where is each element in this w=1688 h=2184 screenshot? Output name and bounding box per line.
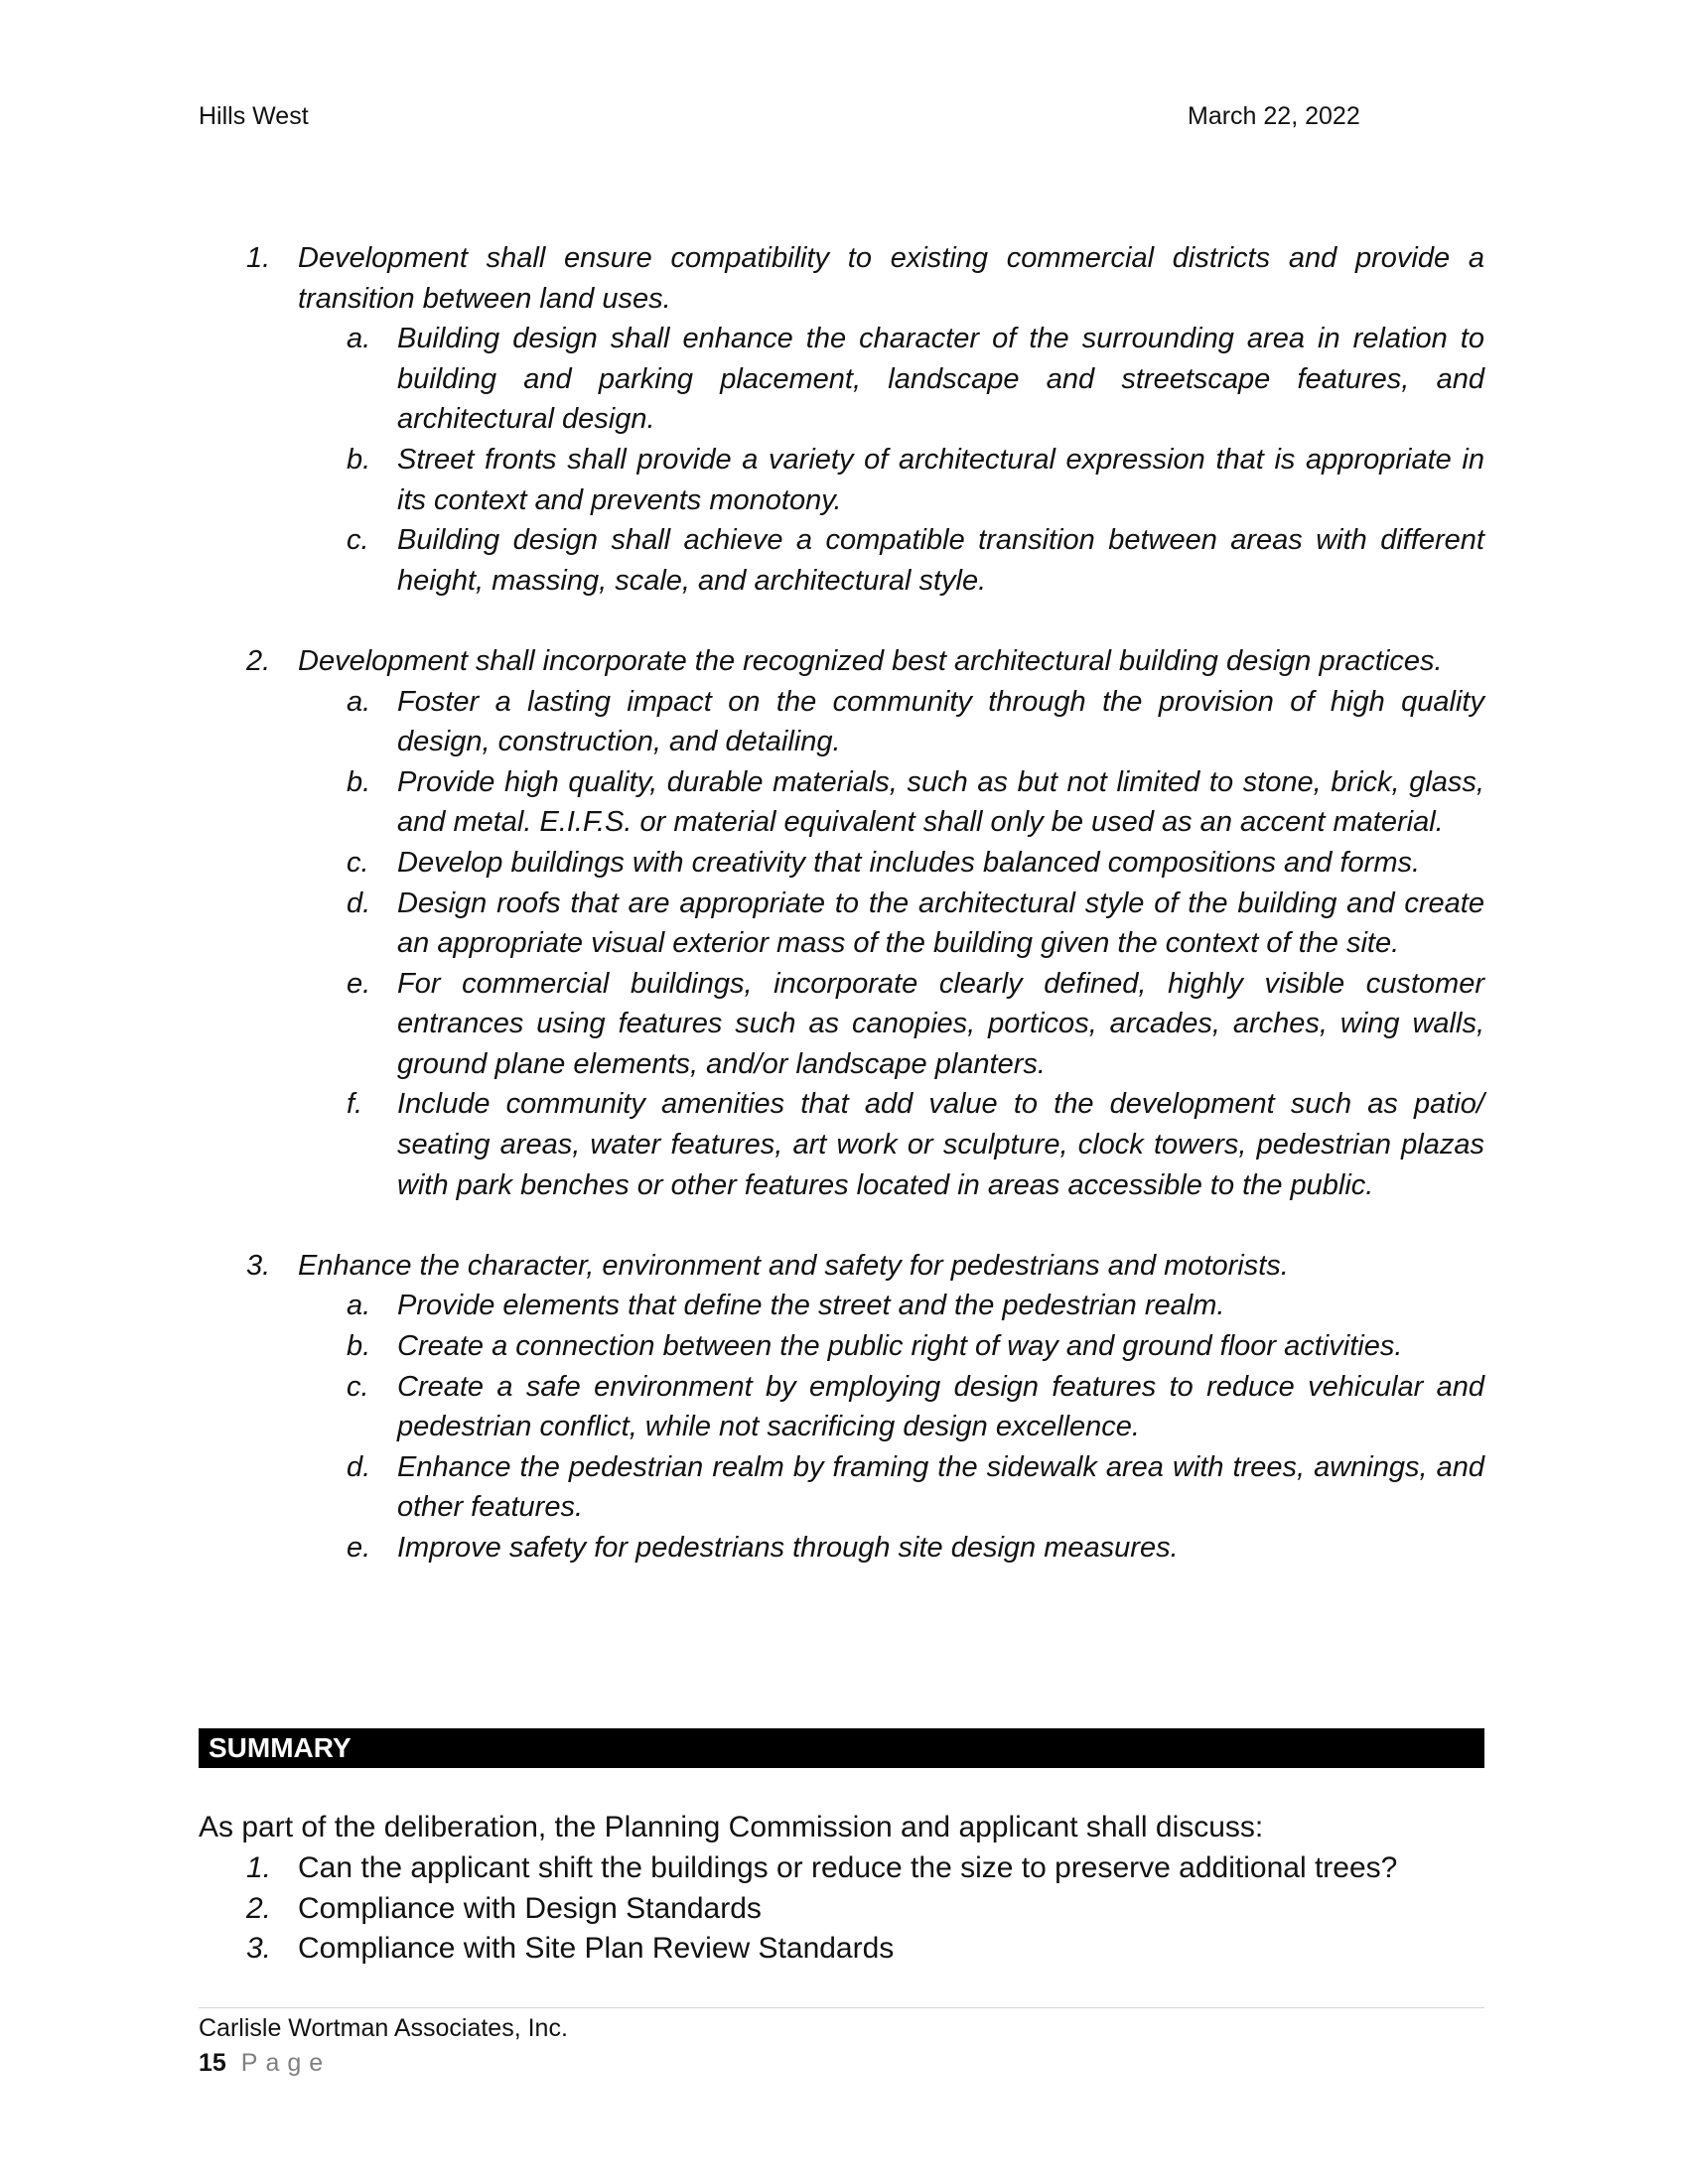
summary-intro: As part of the deliberation, the Planning Commission and applicant shall discuss: xyxy=(199,1811,1264,1843)
summary-item-text: Compliance with Site Plan Review Standards xyxy=(298,1932,895,1966)
goal-subitem xyxy=(298,964,1484,1085)
goal-item xyxy=(199,238,1484,601)
subitem-letter: c. xyxy=(347,524,369,557)
subitem-text: Building design shall enhance the character of the surrounding area in relation to building and parking placement, landscape and streetscape features, and architectural design. xyxy=(397,323,1484,436)
goal-text: Enhance the character, environment and safety for pedestrians and motorists. xyxy=(298,1249,1289,1282)
subitem-letter: d. xyxy=(347,1450,371,1483)
summary-item-text: Can the applicant shift the buildings or reduce the size to preserve additional trees? xyxy=(298,1851,1398,1884)
subitem-text: Create a connection between the public right of way and ground floor activities. xyxy=(397,1330,1403,1363)
subitem-text: Foster a lasting impact on the community through the provision of high quality design, construction, and detailing. xyxy=(397,685,1484,758)
summary-item-text: Compliance with Design Standards xyxy=(298,1891,762,1925)
subitem-text: Street fronts shall provide a variety of architectural expression that is appropriate in its context and prevents monotony. xyxy=(397,443,1484,516)
summary-item xyxy=(199,1889,1484,1930)
footer-page-label xyxy=(199,2049,331,2078)
summary-item-number: 2. xyxy=(246,1891,272,1925)
header-date: March 22, 2022 xyxy=(1188,102,1360,130)
header-project-name: Hills West xyxy=(199,102,309,130)
goal-number: 2. xyxy=(246,644,271,677)
subitem-letter: c. xyxy=(347,846,369,879)
goal-subitem xyxy=(298,1326,1484,1367)
goal-subitem xyxy=(298,1528,1484,1569)
summary-item-number: 3. xyxy=(246,1932,272,1966)
summary-heading: SUMMARY xyxy=(199,1728,1484,1768)
design-goals-list xyxy=(199,238,1484,1608)
goal-item xyxy=(199,641,1484,1205)
subitem-letter: c. xyxy=(347,1370,369,1403)
footer-divider xyxy=(199,2007,1484,2008)
summary-list xyxy=(199,1848,1484,1970)
subitem-letter: e. xyxy=(347,1532,371,1564)
goal-subitem xyxy=(298,1286,1484,1326)
subitem-letter: a. xyxy=(347,1290,371,1322)
subitem-letter: a. xyxy=(347,323,371,355)
subitem-letter: d. xyxy=(347,887,371,919)
subitem-letter: b. xyxy=(347,765,371,798)
goal-subitem xyxy=(298,440,1484,520)
subitem-letter: b. xyxy=(347,443,371,476)
summary-item xyxy=(199,1848,1484,1889)
goal-text: Development shall incorporate the recognized best architectural building design practices. xyxy=(298,644,1443,677)
subitem-letter: a. xyxy=(347,685,371,718)
subitem-text: Improve safety for pedestrians through site design measures. xyxy=(397,1532,1179,1564)
goal-subitem xyxy=(298,1367,1484,1447)
page-number: 15 xyxy=(199,2049,226,2077)
goal-subitems xyxy=(298,1286,1484,1568)
goal-number: 1. xyxy=(246,242,271,274)
subitem-letter: e. xyxy=(347,967,371,1000)
goal-subitem xyxy=(298,520,1484,601)
subitem-letter: b. xyxy=(347,1330,371,1363)
goal-subitem xyxy=(298,682,1484,762)
summary-item xyxy=(199,1929,1484,1970)
subitem-text: Building design shall achieve a compatible transition between areas with different height, massing, scale, and architectural style. xyxy=(397,524,1484,597)
goal-subitems xyxy=(298,319,1484,601)
page-word: Page xyxy=(240,2049,332,2077)
footer-company-name: Carlisle Wortman Associates, Inc. xyxy=(199,2014,568,2042)
subitem-text: Design roofs that are appropriate to the architectural style of the building and create an appropriate visual exterior mass of the building given the context of the site. xyxy=(397,887,1484,960)
goal-subitem xyxy=(298,884,1484,964)
subitem-text: Develop buildings with creativity that includes balanced compositions and forms. xyxy=(397,846,1421,879)
subitem-text: For commercial buildings, incorporate clearly defined, highly visible customer entrances using features such as canopies, porticos, arcades, arches, wing walls, ground plane elements, and/or landscape planters. xyxy=(397,967,1484,1080)
goal-subitem xyxy=(298,1084,1484,1205)
goal-subitem xyxy=(298,1447,1484,1528)
goal-item xyxy=(199,1246,1484,1569)
subitem-text: Create a safe environment by employing design features to reduce vehicular and pedestrian conflict, while not sacrificing design excellence. xyxy=(397,1370,1484,1443)
subitem-text: Enhance the pedestrian realm by framing the sidewalk area with trees, awnings, and other features. xyxy=(397,1450,1484,1524)
subitem-text: Include community amenities that add value to the development such as patio/ seating areas, water features, art work or sculpture, clock towers, pedestrian plazas with park benches or other features located in areas accessible to the public. xyxy=(397,1088,1484,1201)
goal-subitem xyxy=(298,762,1484,843)
goal-subitems xyxy=(298,682,1484,1206)
summary-item-number: 1. xyxy=(246,1851,272,1884)
goal-text: Development shall ensure compatibility to existing commercial districts and provide a transition between land uses. xyxy=(298,242,1484,315)
goal-subitem xyxy=(298,843,1484,884)
goal-number: 3. xyxy=(246,1249,271,1282)
subitem-letter: f. xyxy=(347,1088,363,1121)
goal-subitem xyxy=(298,319,1484,440)
subitem-text: Provide high quality, durable materials, such as but not limited to stone, brick, glass, and metal. E.I.F.S. or material equivalent shall only be used as an accent material. xyxy=(397,765,1484,839)
subitem-text: Provide elements that define the street and the pedestrian realm. xyxy=(397,1290,1225,1322)
